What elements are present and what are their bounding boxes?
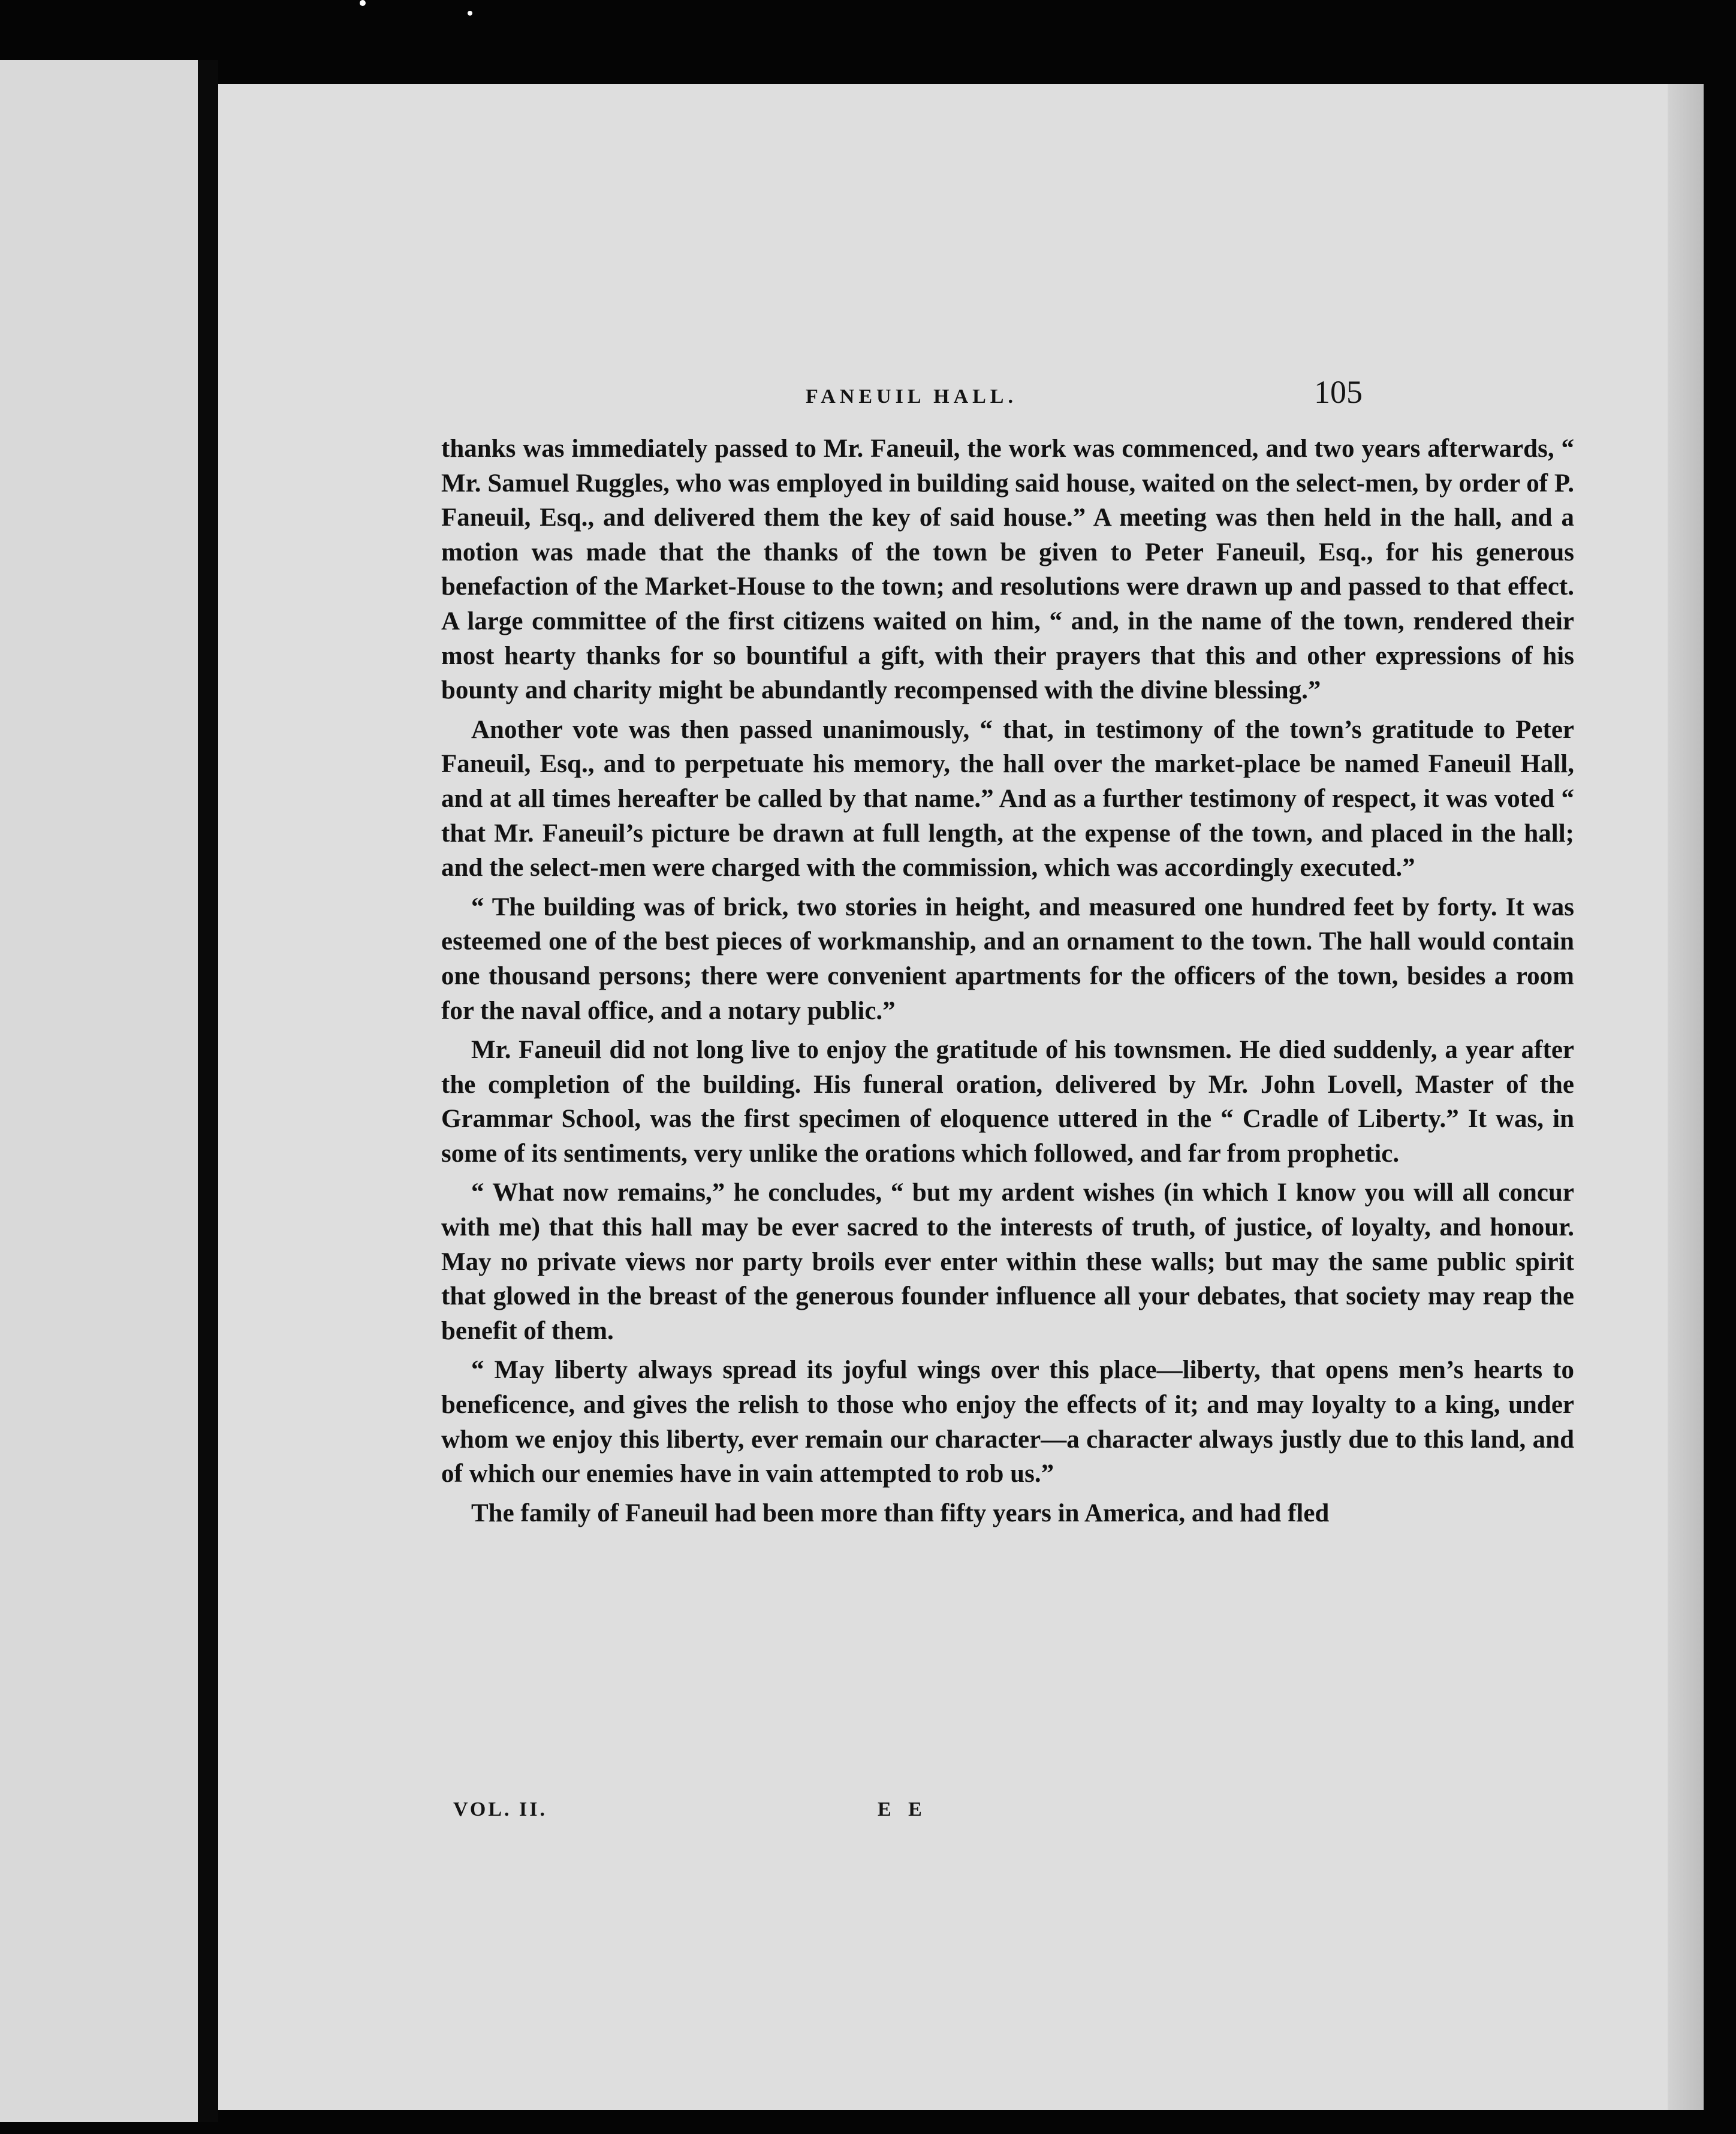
page-number: 105 xyxy=(1314,374,1363,410)
volume-label: VOL. II. xyxy=(453,1798,547,1820)
scan-speck xyxy=(468,11,472,16)
page-footer xyxy=(218,1798,1704,1834)
paragraph: “ May liberty always spread its joyful wings over this place—liberty, that opens men’s hearts to beneficence, and gives the relish to those who enjoy the effects of it; and may loyalty to a king, under whom we enjoy this liberty, ever remain our character—a character always justly due to this land, and of which our enemies have in vain attempted to rob us.” xyxy=(441,1356,1574,1488)
running-head xyxy=(218,373,1704,421)
paragraph: thanks was immediately passed to Mr. Faneuil, the work was commenced, and two years afterwards, “ Mr. Samuel Ruggles, who was employed in building said house, waited on the select-men, by order of P. Faneuil, Esq., and delivered them the key of said house.” A meeting was then held in the hall, and a motion was made that the thanks of the town be given to Peter Faneuil, Esq., for his generous benefaction of the Market-House to the town; and resolutions were drawn up and passed to that effect. A large committee of the first citizens waited on him, “ and, in the name of the town, rendered their most hearty thanks for so bountiful a gift, with their prayers that this and other expressions of his bounty and charity might be abundantly recompensed with the divine blessing.” xyxy=(441,435,1574,705)
body-text xyxy=(441,432,1574,1535)
paragraph: “ The building was of brick, two stories in height, and measured one hundred feet by forty. It was esteemed one of the best pieces of workmanship, and an ornament to the town. The hall would contain one thousand persons; there were convenient apartments for the officers of the town, besides a room for the naval office, and a notary public.” xyxy=(441,893,1574,1025)
page-gutter xyxy=(198,60,218,2122)
paragraph: The family of Faneuil had been more than fifty years in America, and had fled xyxy=(471,1499,1330,1527)
paragraph: Mr. Faneuil did not long live to enjoy the gratitude of his townsmen. He died suddenly, a year after the completion of the building. His funeral oration, delivered by Mr. John Lovell, Master of the Grammar School, was the first specimen of eloquence uttered in the “ Cradle of Liberty.” It was, in some of its sentiments, very unlike the orations which followed, and far from prophetic. xyxy=(441,1036,1574,1168)
running-title: FANEUIL HALL. xyxy=(806,385,1017,408)
signature-mark: E E xyxy=(878,1798,928,1820)
book-page xyxy=(218,84,1704,2110)
paragraph: “ What now remains,” he concludes, “ but my ardent wishes (in which I know you will all concur with me) that this hall may be ever sacred to the interests of truth, of justice, of loyalty, and honour. May no private views nor party broils ever enter within these walls; but may the same public spirit that glowed in the breast of the generous founder influence all your debates, that society may reap the benefit of them. xyxy=(441,1178,1574,1345)
previous-page-edge xyxy=(0,60,198,2122)
paragraph: Another vote was then passed unanimously, “ that, in testimony of the town’s gratitude to Peter Faneuil, Esq., and to perpetuate his memory, the hall over the market-place be named Faneuil Hall, and at all times hereafter be called by that name.” And as a further testimony of respect, it was voted “ that Mr. Faneuil’s picture be drawn at full length, at the expense of the town, and placed in the hall; and the select-men were charged with the commission, which was accordingly executed.” xyxy=(441,715,1574,882)
scan-speck xyxy=(360,0,366,6)
